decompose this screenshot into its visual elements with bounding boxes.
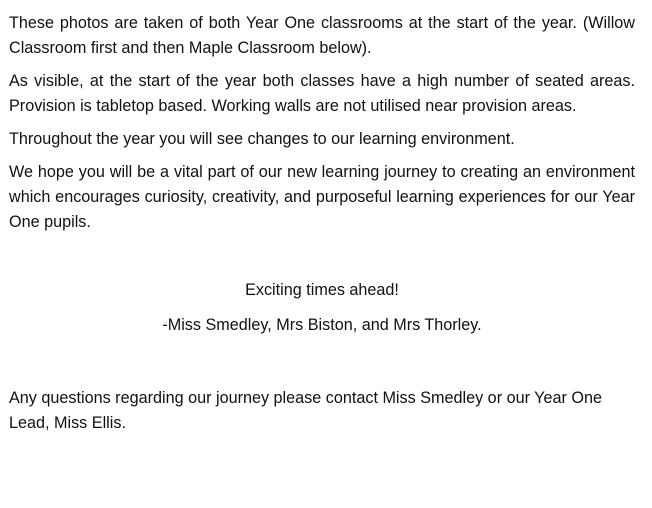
contact-note: Any questions regarding our journey please contact Miss Smedley or our Year One Lead, Miss Ellis. xyxy=(9,389,602,432)
spacer xyxy=(9,243,635,278)
paragraph-seating: As visible, at the start of the year both classes have a high number of seated areas. Provision is tabletop based. Working walls are not utilised near provision areas. xyxy=(9,72,635,115)
spacer xyxy=(9,338,635,386)
paragraph-hope: We hope you will be a vital part of our new learning journey to creating an environment which encourages curiosity, creativity, and purposeful learning experiences for our Year One pupils. xyxy=(9,163,635,231)
signature-line: -Miss Smedley, Mrs Biston, and Mrs Thorley. xyxy=(162,316,482,334)
spacer xyxy=(9,303,635,313)
document-body xyxy=(9,11,635,436)
closing-line: Exciting times ahead! xyxy=(245,281,399,299)
paragraph-intro: These photos are taken of both Year One classrooms at the start of the year. (Willow Classroom first and then Maple Classroom below). xyxy=(9,14,635,57)
paragraph-changes: Throughout the year you will see changes to our learning environment. xyxy=(9,130,515,148)
